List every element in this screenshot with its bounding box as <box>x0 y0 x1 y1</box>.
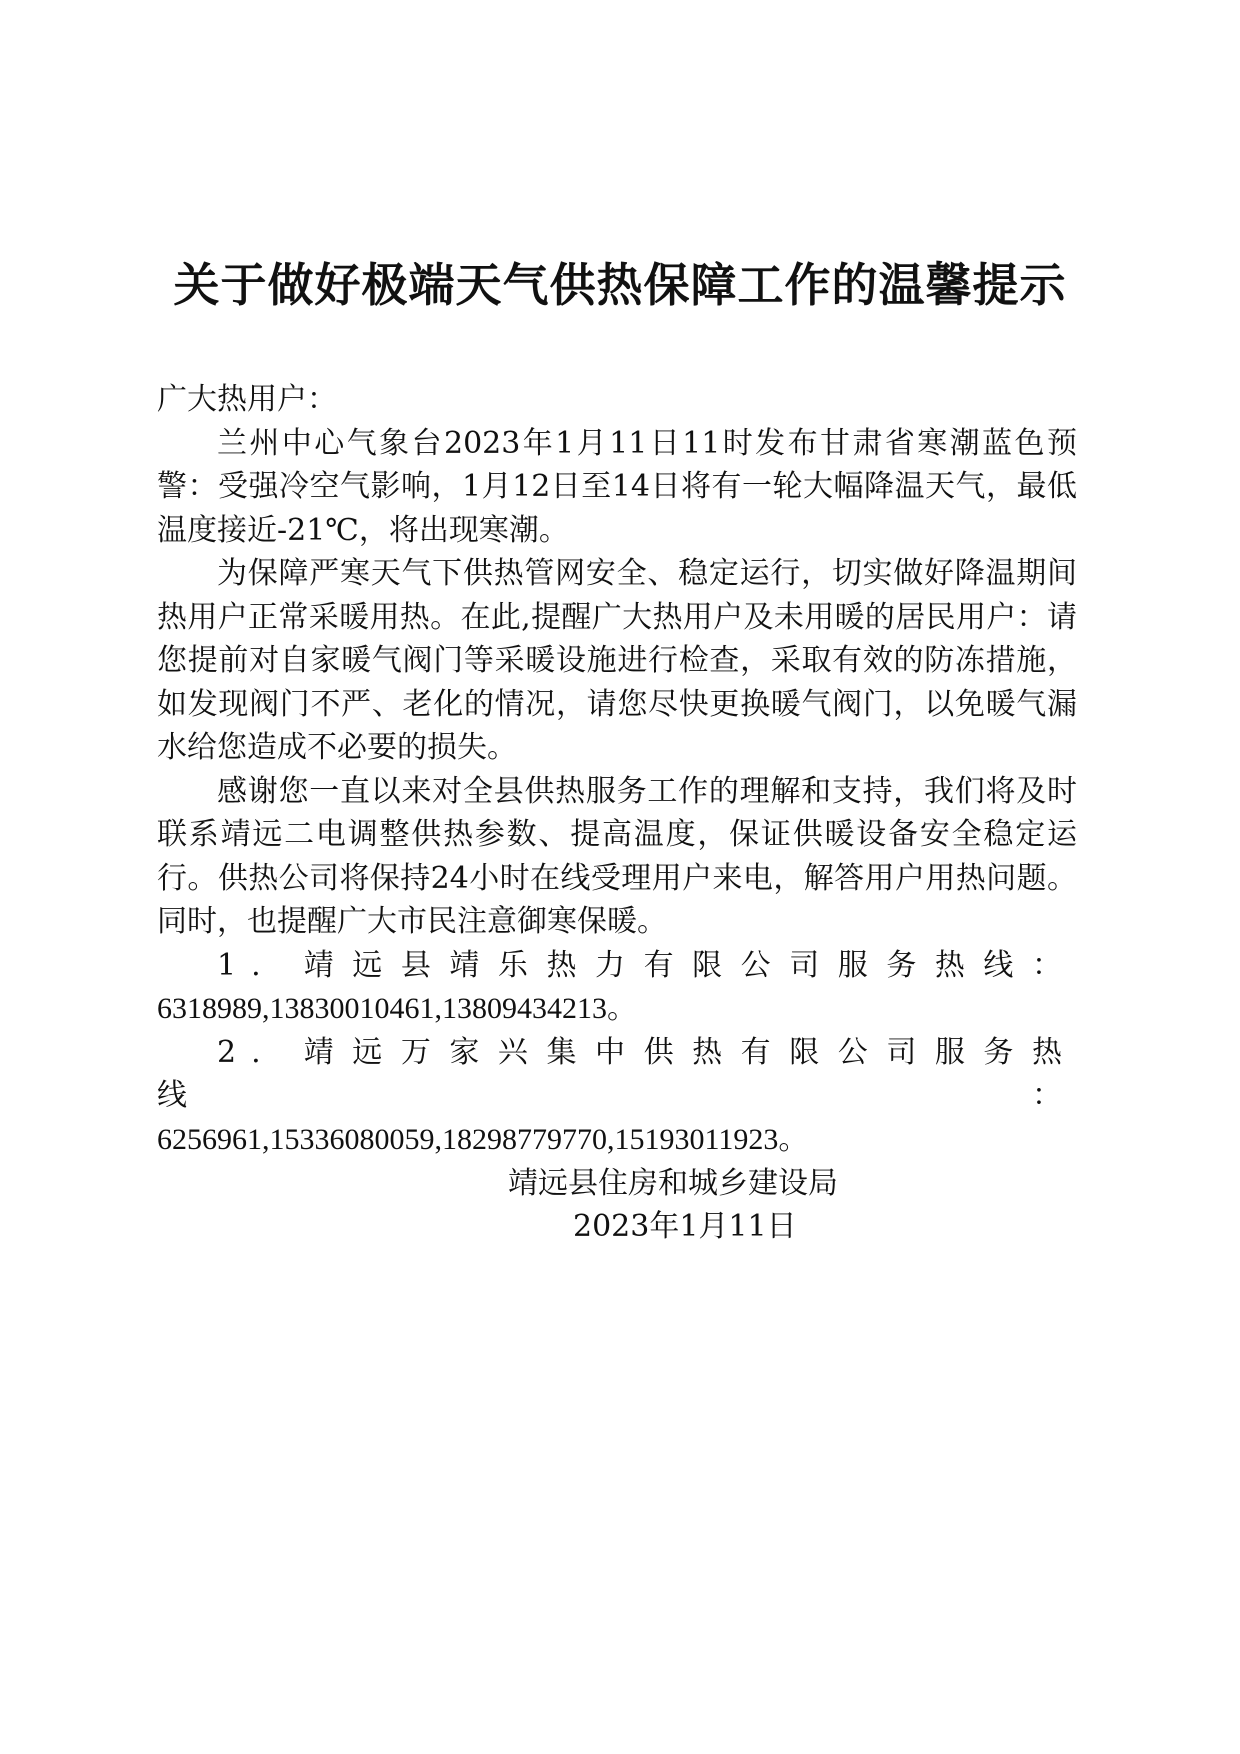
hotline-item <box>157 944 1077 1031</box>
hotline-item <box>157 1031 1077 1162</box>
paragraph-safety-reminder: 为保障严寒天气下供热管网安全、稳定运行，切实做好降温期间热用户正常采暖用热。在此,提醒广大热用户及未用暖的居民用户：请您提前对自家暖气阀门等采暖设施进行检查，采取有效的防冻措施，如发现阀门不严、老化的情况，请您尽快更换暖气阀门，以免暖气漏水给您造成不必要的损失。 <box>157 556 1077 765</box>
salutation: 广大热用户： <box>157 382 337 417</box>
paragraph-thanks: 感谢您一直以来对全县供热服务工作的理解和支持，我们将及时联系靖远二电调整供热参数、提高温度，保证供暖设备安全稳定运行。供热公司将保持24小时在线受理用户来电，解答用户用热问题。同时，也提醒广大市民注意御寒保暖。 <box>157 773 1077 939</box>
issuer-signature: 靖远县住房和城乡建设局 <box>508 1166 838 1201</box>
paragraph-weather-warning: 兰州中心气象台2023年1月11日11时发布甘肃省寒潮蓝色预警：受强冷空气影响，1月12日至14日将有一轮大幅降温天气，最低温度接近-21℃，将出现寒潮。 <box>157 425 1077 548</box>
document-title: 关于做好极端天气供热保障工作的温馨提示 <box>173 258 1067 312</box>
hotline-numbers: 6318989,13830010461,13809434213。 <box>157 992 637 1025</box>
hotline-label: 1. 靖远县靖乐热力有限公司服务热线： <box>217 947 1077 983</box>
hotline-label: 2. 靖远万家兴集中供热有限公司服务热线： <box>157 1034 1077 1113</box>
hotline-numbers: 6256961,15336080059,18298779770,15193011923。 <box>157 1122 809 1156</box>
issue-date: 2023年1月11日 <box>573 1209 797 1244</box>
document-body <box>157 378 1077 1161</box>
